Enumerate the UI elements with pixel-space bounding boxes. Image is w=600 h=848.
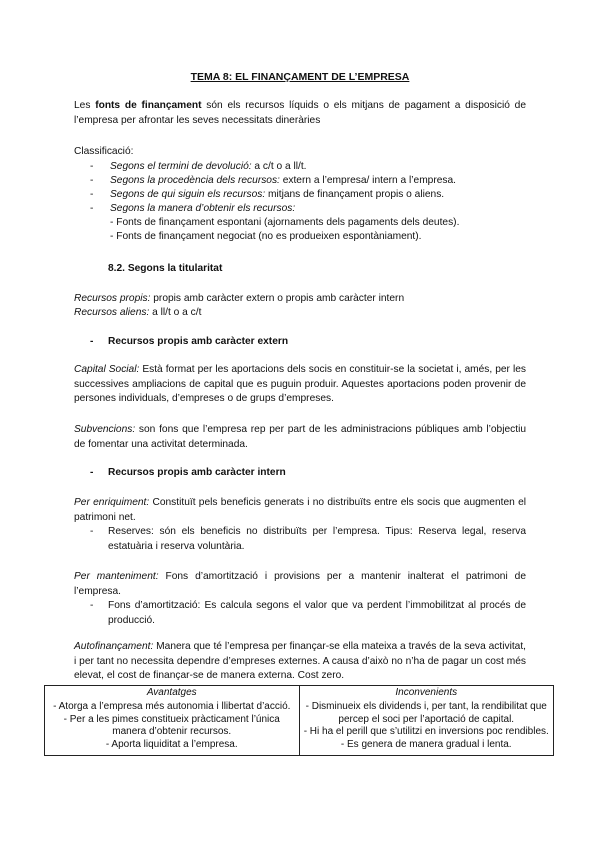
intro-bold-term: fonts de finançament (95, 100, 202, 111)
table-item: - Hi ha el perill que s’utilitzi en inversions poc rendibles. (303, 726, 549, 738)
inconvenients-cell (299, 700, 554, 756)
table-item: - Atorga a l’empresa més autonomia i llibertat d’acció. (53, 700, 291, 712)
list-item: - Segons la manera d’obtenir els recursos: (90, 202, 296, 214)
recursos-propis-line: Recursos propis: propis amb caràcter extern o propis amb caràcter intern (74, 293, 405, 304)
classification-label: Classificació: (74, 146, 134, 157)
extern-heading: - Recursos propis amb caràcter extern (90, 336, 289, 347)
fons-amortitzacio-item: - Fons d’amortització: Es calcula segons el valor que va perdent l’immobilitzat al procés de producció. (90, 600, 526, 626)
table-item: - Es genera de manera gradual i lenta. (340, 739, 512, 751)
table-header-inconvenients: Inconvenients (299, 686, 554, 700)
enriquiment-paragraph: Per enriquiment: Constituït pels beneficis generats i no distribuïts entre els socis que augmenten el patrimoni net. (74, 497, 526, 523)
sub-list-item: - Fonts de finançament negociat (no es produeixen espontàniament). (110, 230, 422, 242)
list-item: - Segons de qui siguin els recursos: mitjans de finançament propis o aliens. (90, 188, 445, 200)
classification-list (90, 160, 510, 243)
recursos-definitions (74, 292, 526, 319)
list-item: - Segons la procedència dels recursos: extern a l’empresa/ intern a l’empresa. (90, 174, 456, 186)
avantatges-cell (45, 700, 300, 756)
table-item: - Per a les pimes constitueix pràcticament l’única manera d’obtenir recursos. (63, 713, 280, 738)
manteniment-paragraph: Per manteniment: Fons d’amortització i provisions per a mantenir inalterat el patrimoni de l’empresa. (74, 571, 527, 597)
reserves-item: - Reserves: són els beneficis no distribuïts per l’empresa. Tipus: Reserva legal, reserva estatuària i reserva voluntària. (90, 526, 526, 552)
autofinancament-paragraph: Autofinançament: Manera que té l’empresa per finançar-se ella mateixa a través de la seva activitat, i per tant no necessita dependre d’empreses externes. A causa d’això no n’ha de pagar un cost més elevat, el cost de finançar-se de manera externa. Cost zero. (74, 641, 526, 682)
sub-list-item: - Fonts de finançament espontani (ajornaments dels pagaments dels deutes). (110, 216, 460, 228)
capital-social-paragraph: Capital Social: Està format per les aportacions dels socis en constituir-se la societat i, amés, per les successives ampliacions de capital que es puguin produir. Aquestes aportacions poden provenir de persones individuals, d’empreses o de grups d’empreses. (74, 364, 526, 405)
recursos-aliens-line: Recursos aliens: a ll/t o a c/t (74, 306, 202, 318)
intro-paragraph: Les fonts de finançament són els recursos líquids o els mitjans de pagament a disposició de l’empresa per afrontar les seves necessitats dineràries (74, 100, 527, 126)
subvencions-paragraph: Subvencions: son fons que l’empresa rep per part de les administracions públiques amb l’objectiu de fomentar una activitat determinada. (74, 424, 526, 450)
list-item: - Segons el termini de devolució: a c/t o a ll/t. (90, 161, 307, 172)
section-heading-8-2: 8.2. Segons la titularitat (108, 263, 223, 274)
page-title: TEMA 8: EL FINANÇAMENT DE L’EMPRESA (190, 71, 410, 83)
table-item: - Disminueix els dividends i, per tant, la rendibilitat que percep el soci per l’aportació de capital. (305, 700, 547, 725)
table-header-avantatges: Avantatges (45, 686, 300, 700)
intern-heading: - Recursos propis amb caràcter intern (90, 467, 286, 478)
advantages-table (44, 685, 554, 756)
table-item: - Aporta liquiditat a l’empresa. (105, 739, 238, 751)
